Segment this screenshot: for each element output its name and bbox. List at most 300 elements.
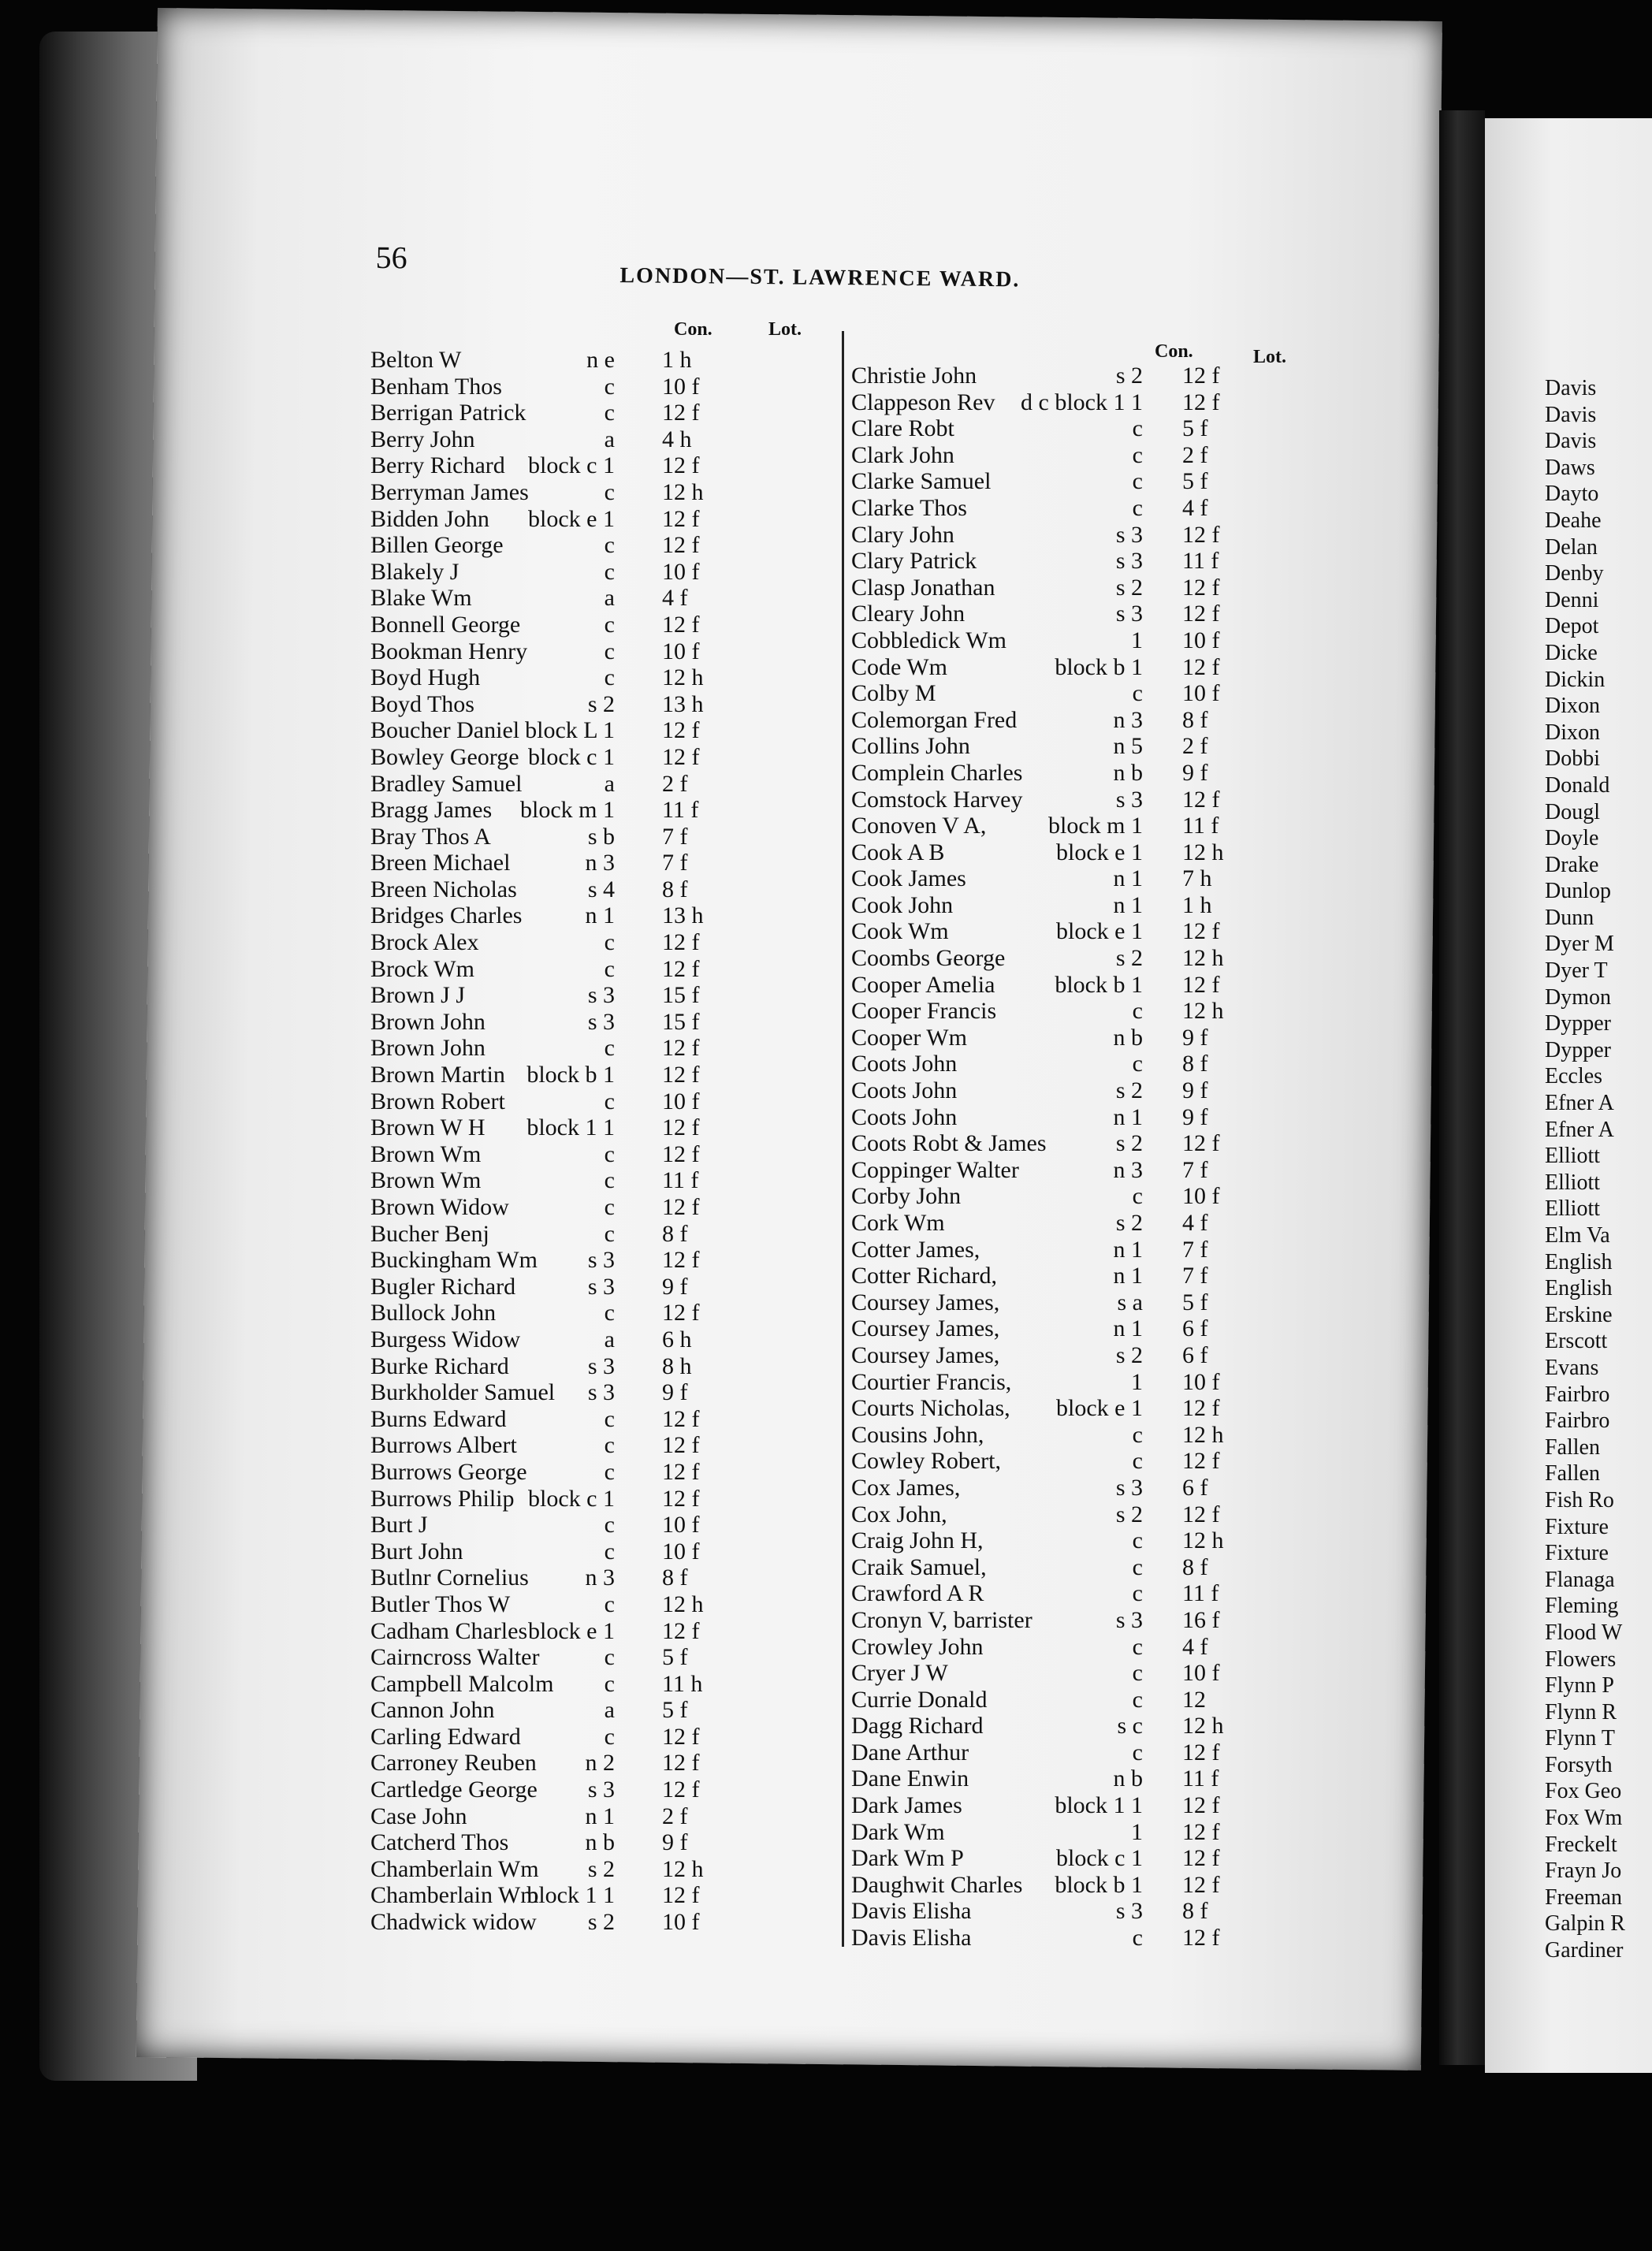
directory-entry (370, 1591, 843, 1618)
directory-entry (370, 1274, 843, 1300)
middle-con-header: Con. (1155, 341, 1193, 362)
entry-lot: 12 f (662, 532, 700, 559)
entry-lot: 2 f (1182, 733, 1208, 760)
entry-name: Cork Wm (851, 1210, 945, 1236)
entry-lot: 12 f (662, 505, 700, 532)
entry-lot: 12 h (1182, 998, 1224, 1025)
directory-entry (851, 839, 1324, 866)
entry-name: Campbell Malcolm (370, 1670, 554, 1697)
entry-con: s 3 (1115, 548, 1143, 575)
directory-entry (851, 442, 1324, 469)
entry-con: c (1132, 441, 1143, 468)
facing-entry-fragment: Dougl (1545, 799, 1600, 824)
entry-name: Clarke Samuel (851, 468, 992, 495)
entry-name: Cooper Wm (851, 1024, 967, 1051)
entry-lot: 4 h (662, 426, 692, 452)
entry-con: c (604, 400, 615, 426)
entry-name: Code Wm (851, 653, 947, 680)
directory-entry (370, 559, 843, 586)
entry-con: s 2 (1115, 1077, 1143, 1104)
entry-con: n 1 (585, 1803, 615, 1829)
entry-con: block e 1 (528, 1617, 615, 1644)
directory-entry (370, 1062, 843, 1088)
entry-con: s 3 (1115, 1606, 1143, 1633)
entry-con: c (1132, 494, 1143, 521)
entry-con: block 1 1 (1055, 1792, 1143, 1819)
entry-lot: 1 h (1182, 891, 1212, 918)
entry-con: c (604, 611, 615, 638)
entry-name: Boucher Daniel (370, 717, 520, 744)
directory-entry (851, 1554, 1324, 1581)
entry-name: Crawford A R (851, 1580, 984, 1607)
directory-entry (370, 771, 843, 798)
facing-entry-fragment: Erskine (1545, 1302, 1613, 1327)
facing-entry-fragment: English (1545, 1249, 1613, 1274)
facing-entry-fragment: Dypper (1545, 1011, 1611, 1036)
entry-name: Chamberlain Wm (370, 1855, 539, 1882)
entry-con: s 3 (587, 1008, 615, 1035)
directory-entry (370, 1088, 843, 1115)
directory-entry (851, 760, 1324, 787)
entry-con: c (1132, 1421, 1143, 1448)
entry-con: n 3 (585, 1565, 615, 1591)
facing-entry-fragment: Dixon (1545, 720, 1600, 745)
entry-con: c (604, 1405, 615, 1432)
directory-entry (851, 1475, 1324, 1501)
facing-entry-fragment: Dixon (1545, 694, 1600, 719)
entry-lot: 8 f (662, 1220, 688, 1247)
entry-lot: 12 f (1182, 1818, 1220, 1845)
directory-entry (370, 902, 843, 929)
entry-name: Colemorgan Fred (851, 706, 1018, 733)
left-con-header: Con. (674, 319, 713, 340)
facing-entry-fragment: Efner A (1545, 1117, 1614, 1142)
entry-lot: 8 h (662, 1352, 692, 1379)
entry-name: Bridges Charles (370, 902, 523, 929)
entry-lot: 5 f (662, 1697, 688, 1724)
entry-con: n 3 (1113, 1156, 1143, 1183)
entry-name: Craik Samuel, (851, 1553, 987, 1580)
entry-con: c (1132, 1183, 1143, 1210)
entry-name: Courts Nicholas, (851, 1395, 1010, 1422)
directory-entry (370, 1882, 843, 1909)
entry-name: Cleary John (851, 601, 966, 627)
directory-entry (370, 1671, 843, 1698)
entry-con: c (604, 1458, 615, 1485)
entry-lot: 12 h (662, 1855, 704, 1882)
directory-entry (370, 956, 843, 983)
facing-entry-fragment: Denby (1545, 561, 1604, 586)
entry-lot: 10 f (662, 558, 700, 585)
entry-name: Brown Widow (370, 1194, 509, 1220)
entry-name: Collins John (851, 733, 970, 760)
entry-lot: 12 f (1182, 1130, 1220, 1157)
directory-entry (851, 1025, 1324, 1051)
directory-entry (370, 585, 843, 612)
entry-lot: 9 f (1182, 1077, 1208, 1104)
entry-con: block b 1 (526, 1062, 615, 1088)
entry-name: Conoven V A, (851, 813, 987, 839)
directory-entry (370, 1406, 843, 1433)
facing-entry-fragment: Dyer T (1545, 958, 1608, 984)
entry-con: n 1 (1113, 1236, 1143, 1263)
directory-entry (370, 1326, 843, 1353)
entry-lot: 7 h (1182, 865, 1212, 892)
entry-name: Brown J J (370, 982, 466, 1009)
entry-lot: 9 f (662, 1829, 688, 1856)
entry-con: c (604, 1432, 615, 1459)
entry-lot: 9 f (1182, 1103, 1208, 1130)
entry-name: Cooper Francis (851, 998, 997, 1025)
facing-entry-fragment: Fish Ro (1545, 1487, 1614, 1512)
entry-name: Carling Edward (370, 1723, 521, 1750)
entry-name: Berryman James (370, 478, 529, 505)
directory-entry (370, 1724, 843, 1751)
entry-name: Cotter Richard, (851, 1263, 997, 1289)
entry-lot: 12 f (1182, 1448, 1220, 1475)
entry-lot: 12 h (1182, 839, 1224, 865)
directory-entry (370, 532, 843, 559)
directory-entry (851, 1898, 1324, 1925)
facing-entry-fragment: Freckelt (1545, 1832, 1617, 1857)
directory-entry (851, 1872, 1324, 1899)
entry-lot: 6 f (1182, 1474, 1208, 1501)
entry-lot: 12 f (662, 1140, 700, 1167)
entry-name: Boyd Hugh (370, 664, 481, 691)
facing-page-fragments (1545, 375, 1652, 1964)
entry-lot: 1 h (662, 347, 692, 373)
directory-entry (370, 1803, 843, 1830)
directory-entry (370, 1194, 843, 1221)
entry-con: c (1132, 1448, 1143, 1475)
entry-con: block 1 1 (526, 1882, 615, 1909)
entry-con: s 3 (587, 1777, 615, 1803)
entry-con: s 3 (587, 1247, 615, 1274)
directory-entry (851, 1607, 1324, 1634)
entry-con: a (604, 585, 615, 612)
entry-name: Clasp Jonathan (851, 574, 995, 601)
entry-name: Coots John (851, 1051, 958, 1077)
facing-entry-fragment: Erscott (1545, 1329, 1608, 1354)
entry-con: c (1132, 1633, 1143, 1660)
facing-entry-fragment: Eccles (1545, 1064, 1603, 1089)
entry-lot: 12 f (662, 717, 700, 744)
entry-lot: 12 f (662, 1617, 700, 1644)
entry-lot: 12 f (1182, 1501, 1220, 1527)
entry-name: Bray Thos A (370, 823, 491, 850)
facing-entry-fragment: Fairbro (1545, 1382, 1610, 1407)
entry-name: Breen Nicholas (370, 876, 517, 902)
directory-entry (851, 1634, 1324, 1661)
facing-entry-fragment: Dicke (1545, 640, 1598, 665)
facing-entry-fragment: Davis (1545, 402, 1597, 427)
directory-entry (851, 998, 1324, 1025)
entry-con: s c (1117, 1713, 1143, 1739)
entry-name: Cotter James, (851, 1236, 980, 1263)
entry-lot: 11 f (662, 797, 699, 824)
directory-entry (851, 627, 1324, 654)
entry-name: Cooper Amelia (851, 971, 995, 998)
entry-con: n 1 (1113, 1103, 1143, 1130)
directory-entry (851, 654, 1324, 681)
entry-name: Brown Wm (370, 1140, 482, 1167)
facing-entry-fragment: Depot (1545, 614, 1599, 639)
entry-lot: 2 f (1182, 441, 1208, 468)
entry-name: Brock Wm (370, 955, 474, 982)
entry-con: a (604, 426, 615, 452)
directory-entry (851, 945, 1324, 972)
directory-entry (370, 1856, 843, 1883)
entry-name: Clary John (851, 521, 954, 548)
entry-lot: 10 f (1182, 1368, 1220, 1395)
entry-con: s 3 (1115, 601, 1143, 627)
directory-entry (370, 1909, 843, 1936)
entry-name: Crowley John (851, 1633, 984, 1660)
entry-lot: 12 h (1182, 1421, 1224, 1448)
entry-lot: 12 f (1182, 1845, 1220, 1872)
directory-entry (851, 1580, 1324, 1607)
entry-lot: 12 f (662, 743, 700, 770)
entry-lot: 10 f (1182, 627, 1220, 653)
entry-con: s 2 (587, 1855, 615, 1882)
facing-entry-fragment: Gardiner (1545, 1938, 1624, 1963)
entry-name: Bullock John (370, 1300, 497, 1326)
entry-name: Carroney Reuben (370, 1750, 537, 1777)
entry-con: c (604, 1538, 615, 1565)
entry-name: Christie John (851, 363, 977, 389)
facing-entry-fragment: Fixture (1545, 1541, 1609, 1566)
facing-entry-fragment: Flanaga (1545, 1567, 1615, 1592)
facing-entry-fragment: Denni (1545, 587, 1599, 612)
entry-con: c (1132, 998, 1143, 1025)
entry-name: Case John (370, 1803, 467, 1829)
entry-name: Brown John (370, 1008, 486, 1035)
entry-name: Burkholder Samuel (370, 1379, 556, 1406)
entry-name: Burgess Widow (370, 1326, 521, 1352)
entry-con: s 2 (1115, 574, 1143, 601)
facing-entry-fragment: Fox Geo (1545, 1779, 1622, 1804)
entry-name: Bowley George (370, 743, 519, 770)
entry-con: n b (1113, 759, 1143, 786)
entry-lot: 11 f (1182, 1580, 1219, 1607)
entry-lot: 13 h (662, 690, 704, 717)
entry-con: block b 1 (1055, 653, 1143, 680)
entry-lot: 7 f (1182, 1236, 1208, 1263)
entry-con: c (1132, 1553, 1143, 1580)
facing-entry-fragment: Flynn R (1545, 1699, 1617, 1725)
entry-lot: 8 f (1182, 706, 1208, 733)
entry-name: Coursey James, (851, 1289, 1000, 1315)
entry-con: block c 1 (528, 1485, 615, 1512)
entry-con: c (1132, 1925, 1143, 1951)
middle-lot-header: Lot. (1253, 347, 1286, 367)
entry-con: c (1132, 1660, 1143, 1687)
facing-entry-fragment: Dyer M (1545, 932, 1614, 957)
directory-entry (851, 1369, 1324, 1396)
entry-name: Bidden John (370, 505, 489, 532)
entry-lot: 12 f (662, 1882, 700, 1909)
entry-con: c (604, 558, 615, 585)
entry-con: n 1 (1113, 1263, 1143, 1289)
directory-entry (851, 972, 1324, 999)
directory-entry (851, 522, 1324, 549)
directory-entry (851, 389, 1324, 416)
entry-lot: 12 (1182, 1686, 1206, 1713)
entry-con: c (604, 929, 615, 956)
entry-name: Blakely J (370, 558, 460, 585)
entry-name: Courtier Francis, (851, 1368, 1012, 1395)
entry-name: Dark James (851, 1792, 962, 1819)
facing-entry-fragment: Flood W (1545, 1620, 1623, 1645)
entry-lot: 9 f (1182, 759, 1208, 786)
entry-con: block c 1 (1056, 1845, 1143, 1872)
facing-entry-fragment: Fallen (1545, 1461, 1600, 1486)
facing-entry-fragment: Daws (1545, 455, 1595, 480)
directory-entry (370, 850, 843, 876)
directory-entry (851, 1660, 1324, 1687)
entry-name: Bradley Samuel (370, 770, 523, 797)
entry-name: Cobbledick Wm (851, 627, 1006, 653)
facing-entry-fragment: Flynn P (1545, 1673, 1614, 1698)
directory-entry (851, 1527, 1324, 1554)
entry-lot: 2 f (662, 1803, 688, 1829)
entry-name: Berry John (370, 426, 475, 452)
directory-entry (851, 813, 1324, 839)
entry-name: Davis Elisha (851, 1898, 972, 1925)
entry-con: n 1 (1113, 865, 1143, 892)
facing-entry-fragment: Doyle (1545, 826, 1599, 851)
entry-name: Cryer J W (851, 1660, 948, 1687)
entry-lot: 12 f (1182, 971, 1220, 998)
facing-entry-fragment: Efner A (1545, 1091, 1614, 1116)
entry-con: c (1132, 1051, 1143, 1077)
entry-lot: 10 f (662, 1538, 700, 1565)
entry-lot: 15 f (662, 982, 700, 1009)
entry-con: 1 (1131, 1368, 1143, 1395)
directory-entry (370, 1618, 843, 1645)
entry-lot: 11 f (1182, 1765, 1219, 1792)
facing-entry-fragment: Elm Va (1545, 1223, 1610, 1248)
directory-entry (851, 1289, 1324, 1316)
entry-con: s 2 (1115, 1341, 1143, 1368)
entry-lot: 10 f (662, 638, 700, 664)
facing-entry-fragment: Davis (1545, 376, 1597, 400)
entry-con: s 2 (1115, 1501, 1143, 1527)
entry-con: n 1 (585, 902, 615, 929)
entry-lot: 12 h (662, 1591, 704, 1617)
entry-name: Burt John (370, 1538, 463, 1565)
entry-name: Complein Charles (851, 759, 1023, 786)
entry-con: s 2 (1115, 1130, 1143, 1157)
directory-entry (370, 638, 843, 665)
directory-entry (851, 575, 1324, 601)
book-spine (1439, 110, 1485, 2065)
entry-lot: 10 f (1182, 1183, 1220, 1210)
entry-con: c (604, 1035, 615, 1062)
directory-entry (370, 1035, 843, 1062)
entry-lot: 9 f (662, 1273, 688, 1300)
entry-name: Cronyn V, barrister (851, 1606, 1032, 1633)
directory-entry (851, 548, 1324, 575)
entry-lot: 12 f (1182, 363, 1220, 389)
directory-entry (370, 400, 843, 426)
directory-entry (370, 876, 843, 903)
entry-lot: 12 h (662, 478, 704, 505)
entry-name: Coursey James, (851, 1315, 1000, 1342)
directory-entry (370, 1009, 843, 1036)
entry-name: Belton W (370, 347, 462, 373)
entry-lot: 12 f (662, 1405, 700, 1432)
entry-lot: 12 f (1182, 653, 1220, 680)
entry-lot: 12 f (1182, 389, 1220, 415)
entry-name: Dark Wm (851, 1818, 945, 1845)
entry-lot: 12 f (662, 1485, 700, 1512)
entry-lot: 12 f (1182, 786, 1220, 813)
directory-entry (370, 1432, 843, 1459)
entry-con: block m 1 (1048, 813, 1143, 839)
directory-entry (851, 1765, 1324, 1792)
facing-entry-fragment: Deahe (1545, 508, 1602, 533)
entry-con: n b (1113, 1765, 1143, 1792)
facing-entry-fragment: Dunn (1545, 905, 1594, 930)
entry-name: Buckingham Wm (370, 1247, 538, 1274)
entry-name: Corby John (851, 1183, 962, 1210)
entry-lot: 5 f (1182, 1289, 1208, 1315)
entry-lot: 12 f (1182, 521, 1220, 548)
entry-con: c (604, 1194, 615, 1220)
directory-entry (851, 892, 1324, 919)
directory-entry (851, 1210, 1324, 1237)
entry-con: n 3 (1113, 706, 1143, 733)
entry-lot: 12 f (1182, 601, 1220, 627)
entry-name: Craig John H, (851, 1527, 984, 1554)
entry-con: block c 1 (528, 743, 615, 770)
entry-con: c (1132, 680, 1143, 707)
entry-con: c (604, 955, 615, 982)
entry-name: Chamberlain Wm (370, 1882, 539, 1909)
entry-con: c (604, 1512, 615, 1538)
entry-lot: 12 f (662, 1035, 700, 1062)
directory-entry (851, 1315, 1324, 1342)
entry-con: n 2 (585, 1750, 615, 1777)
entry-lot: 13 h (662, 902, 704, 929)
directory-entry (851, 1739, 1324, 1766)
entry-lot: 10 f (1182, 1660, 1220, 1687)
directory-entry (370, 1512, 843, 1538)
entry-con: c (604, 638, 615, 664)
directory-entry (370, 1141, 843, 1168)
entry-con: s a (1117, 1289, 1143, 1315)
entry-name: Cartledge George (370, 1777, 538, 1803)
directory-entry (851, 680, 1324, 707)
entry-lot: 12 f (662, 400, 700, 426)
entry-lot: 12 f (662, 1458, 700, 1485)
entry-con: s 3 (1115, 786, 1143, 813)
entry-name: Cook Wm (851, 918, 949, 945)
entry-lot: 10 f (662, 1512, 700, 1538)
directory-entry (851, 1051, 1324, 1077)
directory-entry (851, 495, 1324, 522)
entry-con: block e 1 (1056, 839, 1143, 865)
facing-entry-fragment: Fleming (1545, 1594, 1619, 1619)
entry-con: n b (1113, 1024, 1143, 1051)
directory-entry (370, 1697, 843, 1724)
entry-con: c (604, 1670, 615, 1697)
entry-con: 1 (1131, 627, 1143, 653)
entry-con: c (1132, 1580, 1143, 1607)
entry-con: s 3 (1115, 1898, 1143, 1925)
entry-lot: 10 f (662, 373, 700, 400)
